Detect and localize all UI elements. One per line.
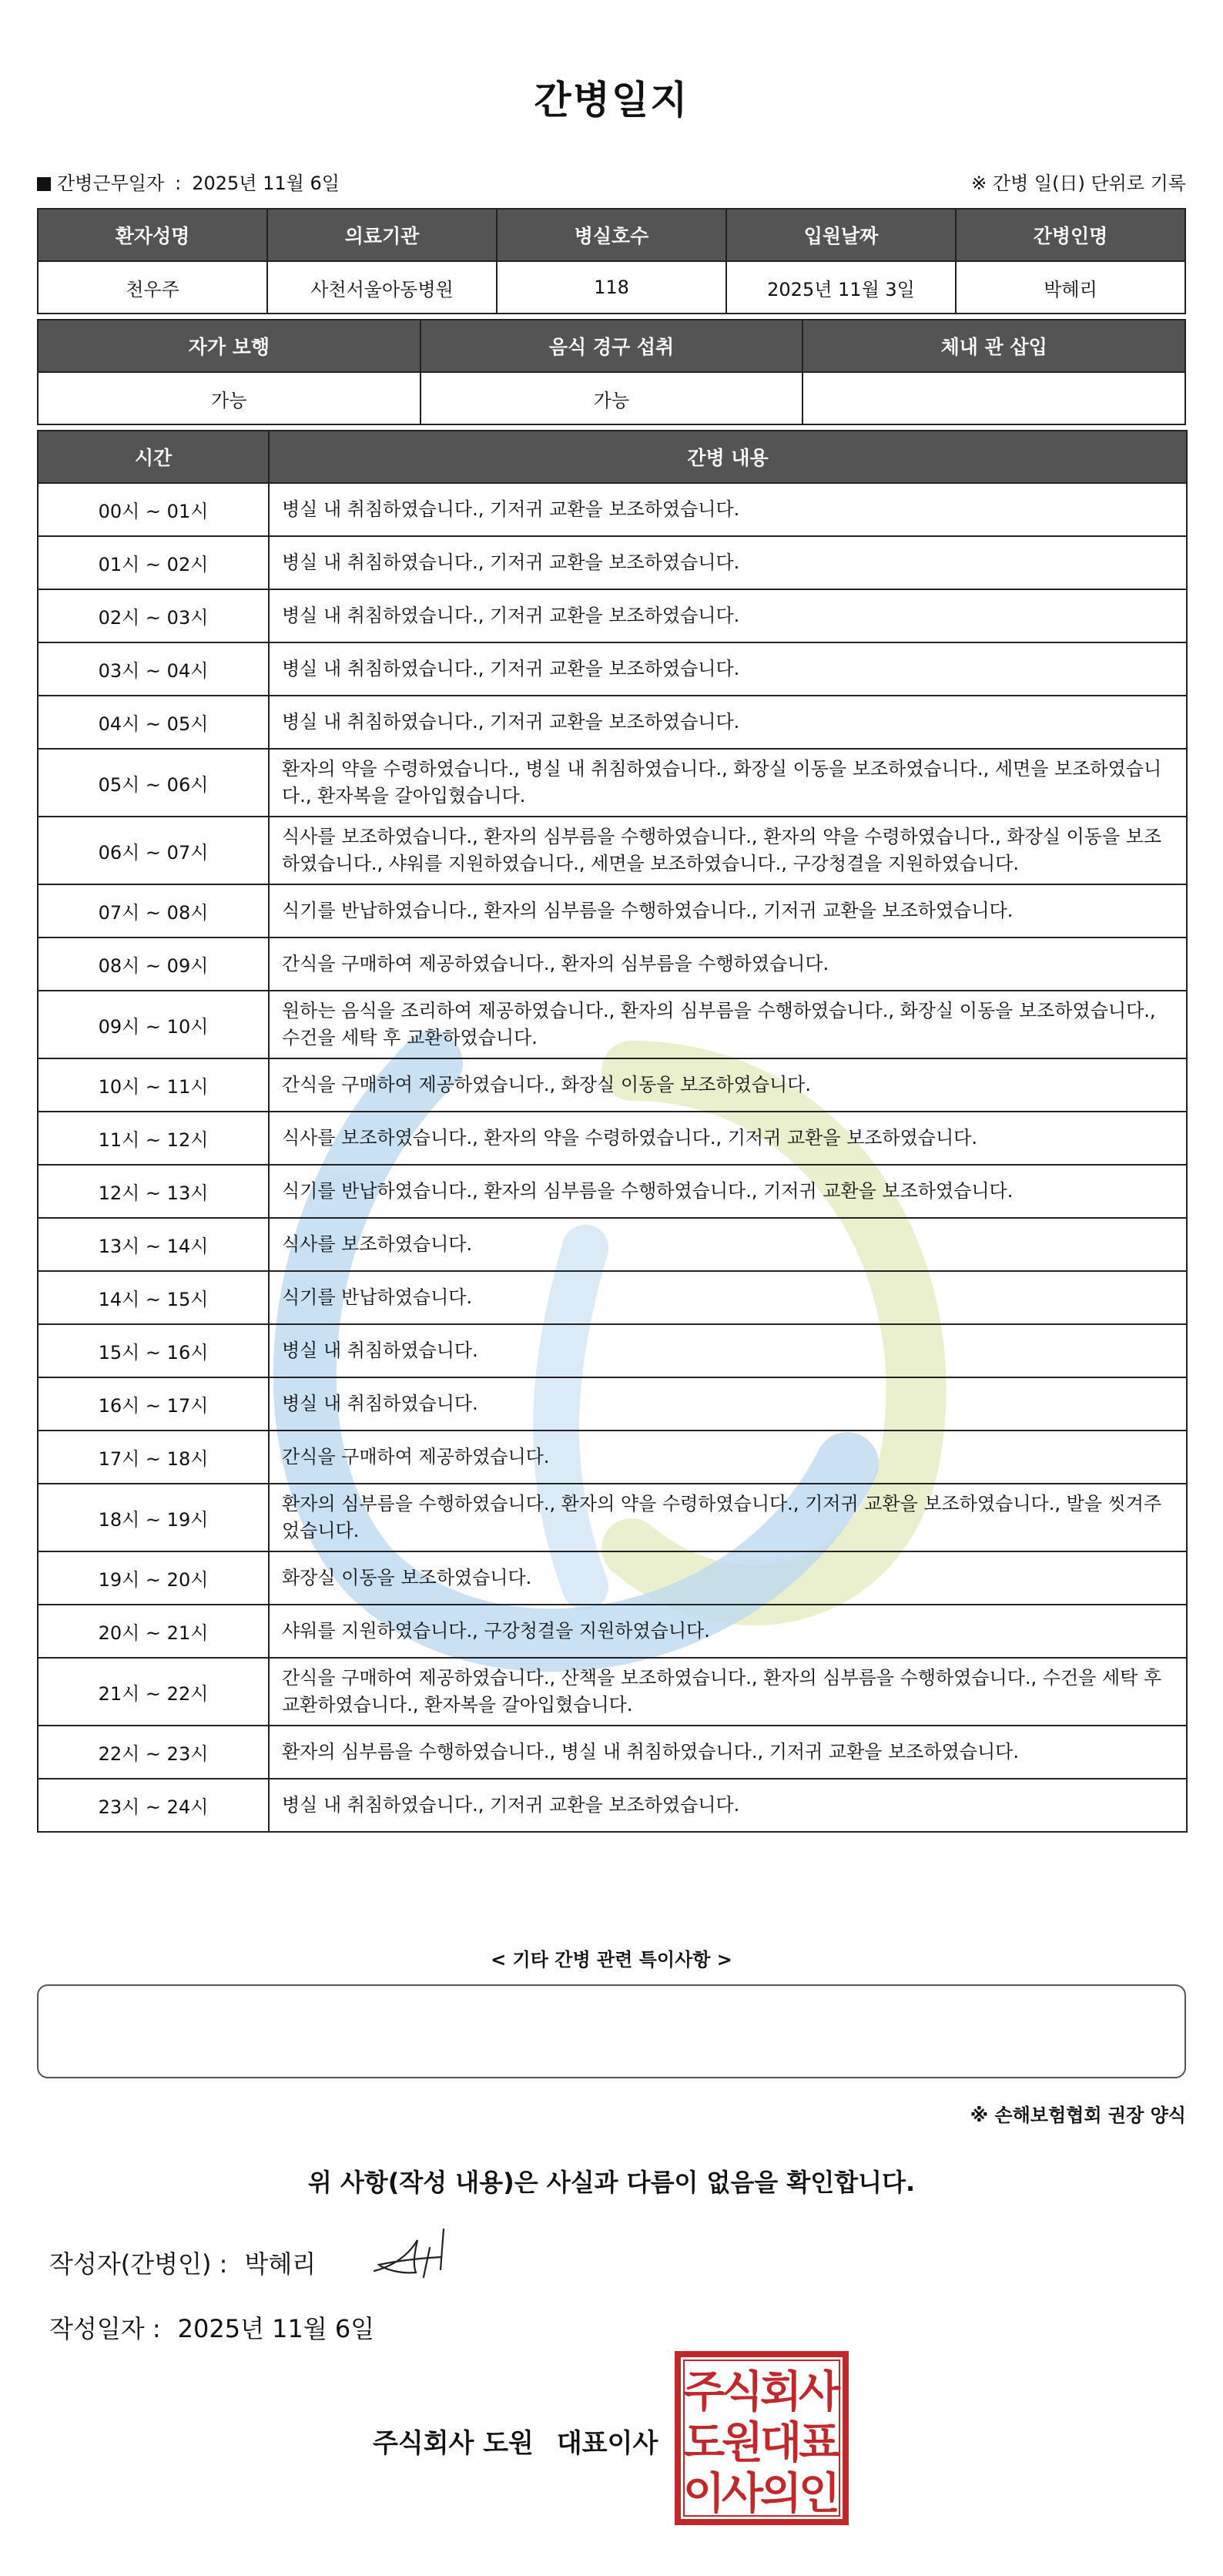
- log-content: 병실 내 취침하였습니다., 기저귀 교환을 보조하였습니다.: [269, 1779, 1187, 1832]
- log-content: 병실 내 취침하였습니다., 기저귀 교환을 보조하였습니다.: [269, 642, 1187, 696]
- log-time: 00시 ~ 01시: [38, 483, 269, 536]
- log-time: 10시 ~ 11시: [38, 1058, 269, 1112]
- log-content: 병실 내 취침하였습니다.: [269, 1377, 1187, 1431]
- hospital-name: 사천서울아동병원: [267, 261, 497, 314]
- page-title: 간병일지: [534, 78, 689, 122]
- svg-text:대: 대: [759, 2418, 802, 2468]
- log-row: [38, 1324, 1187, 1377]
- recommendation-note: ※ 손해보험협회 권장 양식: [970, 2105, 1186, 2126]
- written-date-line: [49, 2309, 374, 2345]
- log-time: 18시 ~ 19시: [38, 1484, 269, 1551]
- log-content: 식사를 보조하였습니다., 환자의 약을 수령하였습니다., 기저귀 교환을 보조하였습니다.: [269, 1112, 1187, 1165]
- svg-text:주: 주: [682, 2367, 725, 2417]
- written-date-value: 2025년 11월 6일: [177, 2314, 375, 2343]
- log-content: 환자의 약을 수령하였습니다., 병실 내 취침하였습니다., 화장실 이동을 보조하였습니다., 세면을 보조하였습니다., 환자복을 갈아입혔습니다.: [269, 749, 1187, 817]
- log-content: 병실 내 취침하였습니다., 기저귀 교환을 보조하였습니다.: [269, 536, 1187, 589]
- log-row: [38, 817, 1187, 884]
- svg-text:이: 이: [682, 2469, 725, 2519]
- care-log-table: [37, 430, 1188, 1833]
- log-time: 02시 ~ 03시: [38, 589, 269, 642]
- log-row: [38, 937, 1187, 991]
- svg-text:의: 의: [759, 2469, 802, 2519]
- writer-label: 작성자(간병인) :: [49, 2249, 228, 2279]
- log-time: 06시 ~ 07시: [38, 817, 269, 884]
- log-content: 화장실 이동을 보조하였습니다.: [269, 1551, 1187, 1605]
- log-row: [38, 1484, 1187, 1551]
- abilities-table: [37, 319, 1186, 425]
- header-oral-intake: 음식 경구 섭취: [421, 320, 803, 372]
- log-content: 병실 내 취침하였습니다.: [269, 1324, 1187, 1377]
- log-content: 식기를 반납하였습니다., 환자의 심부름을 수행하였습니다., 기저귀 교환을 보조하였습니다.: [269, 1165, 1187, 1218]
- tube-insertion-value: [802, 372, 1185, 424]
- log-content: 환자의 심부름을 수행하였습니다., 병실 내 취침하였습니다., 기저귀 교환을 보조하였습니다.: [269, 1726, 1187, 1779]
- log-row: [38, 1551, 1187, 1605]
- log-content: 간식을 구매하여 제공하였습니다.: [269, 1431, 1187, 1484]
- company-name: 주식회사 도원: [373, 2428, 534, 2459]
- log-row: [38, 1779, 1187, 1832]
- log-row: [38, 1058, 1187, 1112]
- record-unit-note: ※ 간병 일(日) 단위로 기록: [971, 173, 1186, 194]
- log-row: [38, 1431, 1187, 1484]
- caregiver-name: 박혜리: [956, 261, 1185, 314]
- svg-text:식: 식: [721, 2367, 764, 2417]
- log-content: 간식을 구매하여 제공하였습니다., 환자의 심부름을 수행하였습니다.: [269, 937, 1187, 991]
- patient-info-table: [37, 208, 1186, 314]
- written-date-label: 작성일자 :: [49, 2314, 161, 2343]
- log-time: 03시 ~ 04시: [38, 642, 269, 696]
- square-bullet-icon: [37, 177, 51, 191]
- log-content: 샤워를 지원하였습니다., 구강청결을 지원하였습니다.: [269, 1605, 1187, 1658]
- log-row: [38, 1605, 1187, 1658]
- log-row: [38, 589, 1187, 642]
- work-date-label: 간병근무일자: [57, 173, 165, 194]
- svg-text:인: 인: [798, 2469, 841, 2519]
- log-row: [38, 1377, 1187, 1431]
- room-number: 118: [497, 261, 726, 314]
- log-content: 간식을 구매하여 제공하였습니다., 산책을 보조하였습니다., 환자의 심부름을 수행하였습니다., 수건을 세탁 후 교환하였습니다., 환자복을 갈아입혔습니다.: [269, 1658, 1187, 1726]
- admission-date: 2025년 11월 3일: [726, 261, 956, 314]
- log-time: 16시 ~ 17시: [38, 1377, 269, 1431]
- log-time: 17시 ~ 18시: [38, 1431, 269, 1484]
- log-time: 14시 ~ 15시: [38, 1271, 269, 1324]
- log-content: 원하는 음식을 조리하여 제공하였습니다., 환자의 심부름을 수행하였습니다., 화장실 이동을 보조하였습니다., 수건을 세탁 후 교환하였습니다.: [269, 991, 1187, 1058]
- header-tube-insertion: 체내 관 삽입: [802, 320, 1185, 372]
- patient-name: 천우주: [38, 261, 267, 314]
- header-admission-date: 입원날짜: [726, 209, 956, 261]
- header-time: 시간: [38, 431, 269, 483]
- log-content: 식사를 보조하였습니다., 환자의 심부름을 수행하였습니다., 환자의 약을 수령하였습니다., 화장실 이동을 보조하였습니다., 샤워를 지원하였습니다., 세면을 보조하였습니다., 구강청결을 지원하였습니다.: [269, 817, 1187, 884]
- log-row: [38, 536, 1187, 589]
- log-content: 병실 내 취침하였습니다., 기저귀 교환을 보조하였습니다.: [269, 483, 1187, 536]
- log-content: 환자의 심부름을 수행하였습니다., 환자의 약을 수령하였습니다., 기저귀 교환을 보조하였습니다., 발을 씻겨주었습니다.: [269, 1484, 1187, 1551]
- writer-name: 박혜리: [244, 2249, 317, 2279]
- self-walking-value: 가능: [38, 372, 421, 424]
- notes-label: < 기타 간병 관련 특이사항 >: [491, 1949, 732, 1971]
- svg-text:사: 사: [721, 2469, 764, 2519]
- header-hospital: 의료기관: [267, 209, 497, 261]
- log-time: 12시 ~ 13시: [38, 1165, 269, 1218]
- svg-text:회: 회: [759, 2367, 802, 2417]
- work-date: [37, 168, 340, 195]
- log-row: [38, 749, 1187, 817]
- log-row: [38, 483, 1187, 536]
- log-time: 09시 ~ 10시: [38, 991, 269, 1058]
- log-time: 01시 ~ 02시: [38, 536, 269, 589]
- confirmation-statement: 위 사항(작성 내용)은 사실과 다름이 없음을 확인합니다.: [307, 2168, 916, 2197]
- log-time: 21시 ~ 22시: [38, 1658, 269, 1726]
- log-content: 식사를 보조하였습니다.: [269, 1218, 1187, 1271]
- log-content: 식기를 반납하였습니다.: [269, 1271, 1187, 1324]
- log-content: 식기를 반납하였습니다., 환자의 심부름을 수행하였습니다., 기저귀 교환을 보조하였습니다.: [269, 884, 1187, 937]
- log-time: 15시 ~ 16시: [38, 1324, 269, 1377]
- svg-text:사: 사: [798, 2367, 841, 2417]
- svg-text:표: 표: [798, 2418, 841, 2468]
- oral-intake-value: 가능: [421, 372, 803, 424]
- log-time: 05시 ~ 06시: [38, 749, 269, 817]
- svg-text:원: 원: [721, 2418, 764, 2468]
- log-content: 간식을 구매하여 제공하였습니다., 화장실 이동을 보조하였습니다.: [269, 1058, 1187, 1112]
- log-time: 04시 ~ 05시: [38, 696, 269, 749]
- log-time: 11시 ~ 12시: [38, 1112, 269, 1165]
- svg-text:도: 도: [682, 2418, 725, 2468]
- log-row: [38, 1218, 1187, 1271]
- signature: [370, 2223, 462, 2285]
- work-date-line: [37, 168, 1186, 196]
- log-row: [38, 642, 1187, 696]
- notes-box: [37, 1984, 1186, 2078]
- header-room-number: 병실호수: [497, 209, 726, 261]
- log-row: [38, 1271, 1187, 1324]
- company-line: [373, 2422, 658, 2460]
- log-time: 23시 ~ 24시: [38, 1779, 269, 1832]
- header-caregiver-name: 간병인명: [956, 209, 1185, 261]
- header-self-walking: 자가 보행: [38, 320, 421, 372]
- log-row: [38, 1112, 1187, 1165]
- log-time: 08시 ~ 09시: [38, 937, 269, 991]
- log-content: 병실 내 취침하였습니다., 기저귀 교환을 보조하였습니다.: [269, 696, 1187, 749]
- log-time: 22시 ~ 23시: [38, 1726, 269, 1779]
- log-row: [38, 991, 1187, 1058]
- work-date-value: 2025년 11월 6일: [192, 173, 340, 194]
- log-time: 19시 ~ 20시: [38, 1551, 269, 1605]
- log-row: [38, 696, 1187, 749]
- log-time: 20시 ~ 21시: [38, 1605, 269, 1658]
- work-date-separator: :: [175, 173, 182, 194]
- log-row: [38, 884, 1187, 937]
- log-time: 07시 ~ 08시: [38, 884, 269, 937]
- log-row: [38, 1165, 1187, 1218]
- header-patient-name: 환자성명: [38, 209, 267, 261]
- company-seal: [675, 2351, 849, 2525]
- writer-line: [49, 2245, 316, 2280]
- log-content: 병실 내 취침하였습니다., 기저귀 교환을 보조하였습니다.: [269, 589, 1187, 642]
- log-row: [38, 1658, 1187, 1726]
- header-care-content: 간병 내용: [269, 431, 1187, 483]
- log-row: [38, 1726, 1187, 1779]
- company-role: 대표이사: [556, 2428, 658, 2459]
- log-time: 13시 ~ 14시: [38, 1218, 269, 1271]
